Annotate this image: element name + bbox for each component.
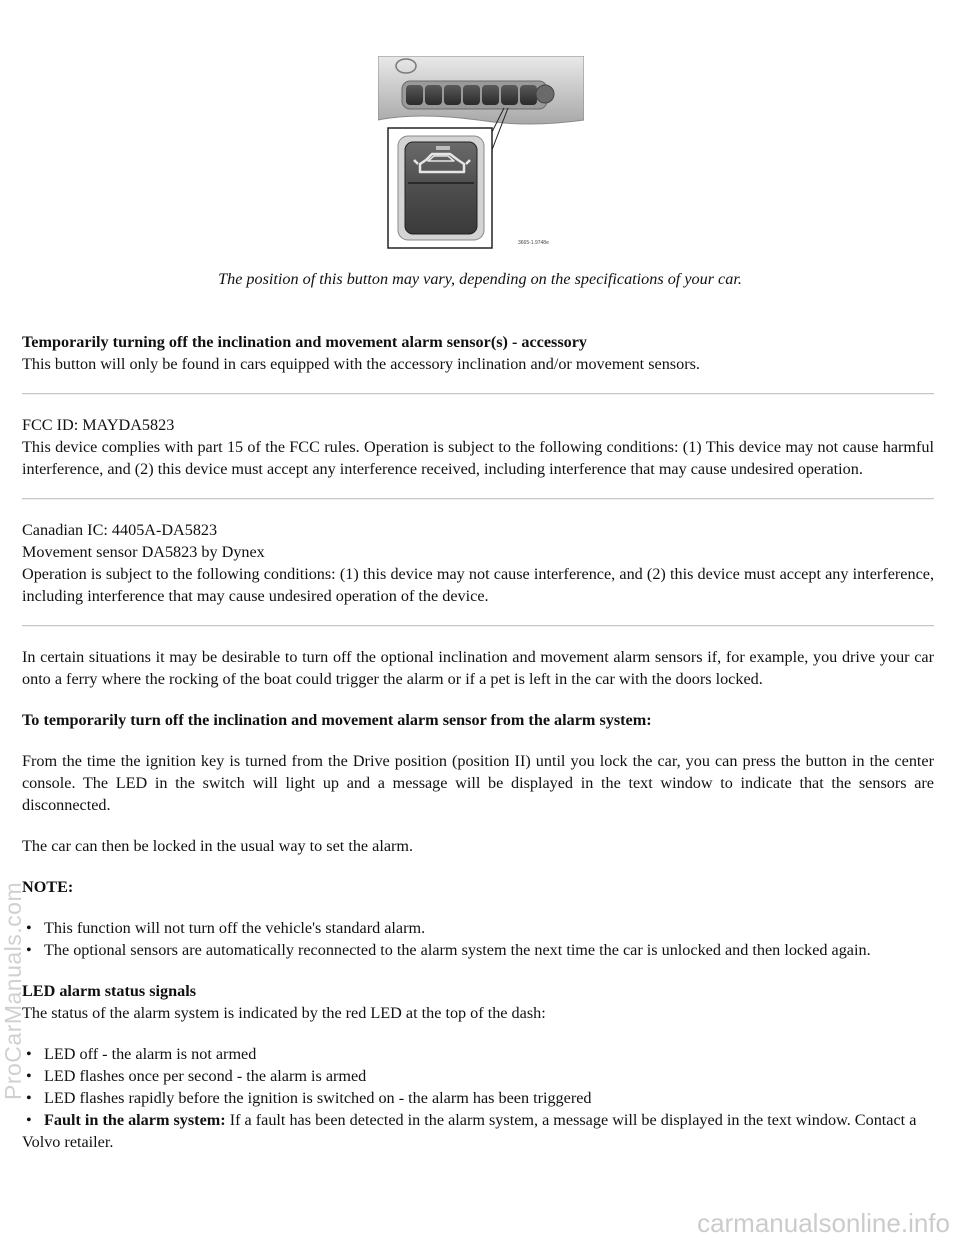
instruction-paragraph: From the time the ignition key is turned from the Drive position (position II) until you lock the car, you can press the button in the center console. The LED in the switch will light up and a message will be displayed in the text window to indicate that the sensors are disconnected.: [22, 752, 934, 814]
figure-caption: The position of this button may vary, depending on the specifications of your car.: [218, 270, 742, 288]
fcc-statement: This device complies with part 15 of the FCC rules. Operation is subject to the following conditions: (1) This device may not cause harmful interference, and (2) this device must accept any interference received, including interference that may cause undesired operation.: [22, 438, 934, 478]
fcc-id: FCC ID: MAYDA5823: [22, 416, 175, 434]
section-title: Temporarily turning off the inclination and movement alarm sensor(s) - accessory: [22, 333, 588, 351]
movement-sensor: Movement sensor DA5823 by Dynex: [22, 543, 265, 561]
divider: [22, 625, 934, 627]
list-item: • LED off - the alarm is not armed: [22, 1043, 934, 1065]
list-item-fault: [22, 1109, 934, 1153]
divider: [22, 498, 934, 500]
canadian-ic: Canadian IC: 4405A-DA5823: [22, 521, 218, 539]
fault-label: Fault in the alarm system:: [44, 1111, 226, 1129]
section-intro: This button will only be found in cars equipped with the accessory inclination and/or movement sensors.: [22, 355, 700, 373]
list-item: • The optional sensors are automatically reconnected to the alarm system the next time the car is unlocked and then locked again.: [22, 939, 934, 961]
intro-paragraph: In certain situations it may be desirable to turn off the optional inclination and movement alarm sensors if, for example, you drive your car onto a ferry where the rocking of the boat could trigger the alarm or if a pet is left in the car with the doors locked.: [22, 648, 934, 688]
list-item: • LED flashes rapidly before the ignition is switched on - the alarm has been triggered: [22, 1087, 934, 1109]
note-list: [22, 917, 934, 961]
document-body: [22, 331, 934, 1153]
led-list: [22, 1043, 934, 1153]
ic-statement: Operation is subject to the following conditions: (1) this device may not cause interference, and (2) this device must accept any interference, including interference that may cause undesired operation of the device.: [22, 565, 934, 605]
led-title: LED alarm status signals: [22, 982, 197, 1000]
lock-paragraph: The car can then be locked in the usual way to set the alarm.: [22, 837, 414, 855]
subheading: To temporarily turn off the inclination and movement alarm sensor from the alarm system:: [22, 711, 652, 729]
button-figure: [378, 56, 584, 250]
led-intro: The status of the alarm system is indicated by the red LED at the top of the dash:: [22, 1004, 546, 1022]
divider: [22, 393, 934, 395]
list-item: • LED flashes once per second - the alarm is armed: [22, 1065, 934, 1087]
bottom-watermark: carmanualsonline.info: [697, 1208, 950, 1238]
note-label: NOTE:: [22, 878, 74, 896]
center-console-button-illustration: [378, 56, 584, 250]
side-watermark: ProCarManuals.com: [0, 881, 26, 1100]
fault-text: If a fault has been detected in the alarm system, a message will be displayed in the text window. Contact a Volvo retailer.: [22, 1111, 917, 1151]
list-item: • This function will not turn off the vehicle's standard alarm.: [22, 917, 934, 939]
figure-code: 3665-1.9748e: [518, 240, 549, 246]
